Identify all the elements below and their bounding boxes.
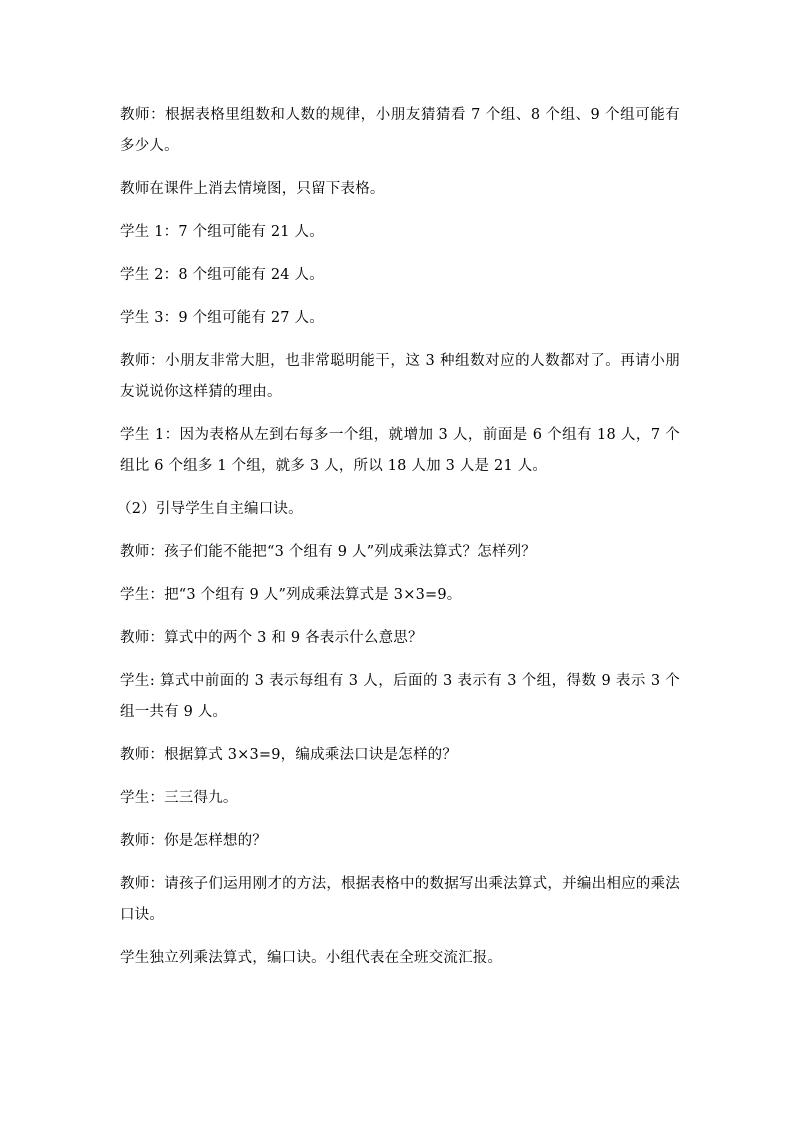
paragraph-teacher-rhyme: 教师：根据算式 3×3=9，编成乘法口诀是怎样的？ — [120, 747, 458, 763]
document-body — [117, 100, 680, 986]
paragraph-teacher-praise: 教师：小朋友非常大胆，也非常聪明能干，这 3 种组数对应的人数都对了。再请小朋友说说你这样猜的理由。 — [120, 353, 680, 400]
paragraph-student1-reason: 学生 1：因为表格从左到右每多一个组，就增加 3 人，前面是 6 个组有 18 人，7 个组比 6 个组多 1 个组，就多 3 人，所以 18 人加 3 人是 21 人。 — [120, 427, 680, 474]
paragraph-teacher-think: 教师：你是怎样想的？ — [120, 833, 267, 849]
paragraph-student2-answer: 学生 2：8 个组可能有 24 人。 — [120, 267, 324, 283]
paragraph-student3-answer: 学生 3：9 个组可能有 27 人。 — [120, 310, 324, 326]
paragraph-student-equation: 学生：把“3 个组有 9 人”列成乘法算式是 3×3=9。 — [120, 587, 462, 603]
paragraph-teacher-task: 教师：请孩子们运用刚才的方法，根据表格中的数据写出乘法算式，并编出相应的乘法口诀。 — [120, 876, 680, 923]
paragraph-teacher-guess: 教师：根据表格里组数和人数的规律，小朋友猜猜看 7 个组、8 个组、9 个组可能有多少人。 — [120, 107, 680, 154]
paragraph-section-heading: （2）引导学生自主编口诀。 — [117, 501, 303, 517]
paragraph-student-meaning: 学生: 算式中前面的 3 表示每组有 3 人，后面的 3 表示有 3 个组，得数 9 表示 3 个组一共有 9 人。 — [120, 673, 680, 720]
paragraph-student1-answer: 学生 1：7 个组可能有 21 人。 — [120, 224, 324, 240]
paragraph-teacher-meaning: 教师：算式中的两个 3 和 9 各表示什么意思？ — [120, 630, 423, 646]
paragraph-student-rhyme: 学生：三三得九。 — [120, 790, 238, 806]
paragraph-remove-image: 教师在课件上消去情境图，只留下表格。 — [120, 181, 385, 197]
paragraph-student-independent: 学生独立列乘法算式，编口诀。小组代表在全班交流汇报。 — [120, 950, 503, 966]
paragraph-teacher-question-equation: 教师：孩子们能不能把“3 个组有 9 人”列成乘法算式？怎样列？ — [120, 544, 537, 560]
